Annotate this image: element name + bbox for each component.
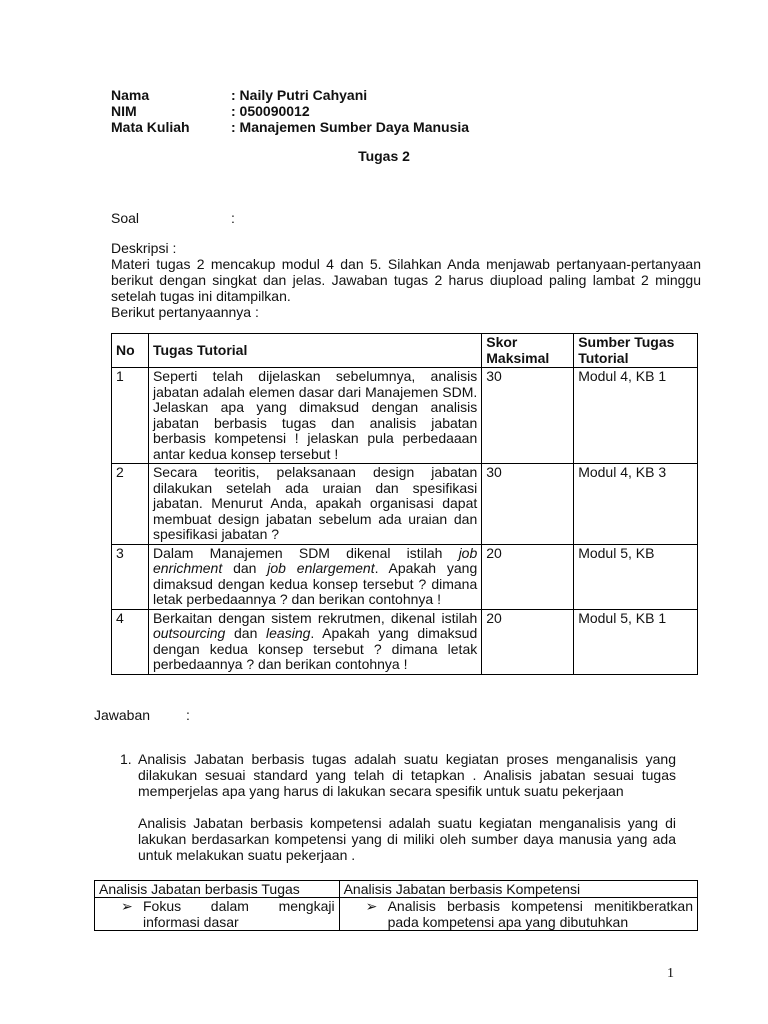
row-tugas-text: dan <box>225 625 267 641</box>
nim-label: NIM <box>111 103 137 119</box>
page-number: 1 <box>667 966 674 981</box>
header-skor: Skor Maksimal <box>482 334 574 368</box>
nim-row <box>111 103 469 119</box>
list-item <box>344 898 693 930</box>
soal-label: Soal <box>111 210 140 226</box>
row-no: 4 <box>112 609 149 674</box>
comparison-header-task: Analisis Jabatan berbasis Tugas <box>95 881 340 898</box>
term-leasing: leasing <box>266 625 311 641</box>
table-row <box>112 368 698 464</box>
comparison-header <box>95 881 698 898</box>
row-tugas-text: Berkaitan dengan sistem rekrutmen, dikenal istilah <box>152 609 478 626</box>
row-sumber: Modul 5, KB 1 <box>574 609 698 674</box>
jawaban-label: Jawaban <box>94 707 151 723</box>
nim-value: : 050090012 <box>231 103 310 119</box>
document-title: Tugas 2 <box>358 148 410 164</box>
comparison-cell-competency <box>339 898 697 931</box>
description-label: Deskripsi : <box>111 240 177 256</box>
arrow-bullet-icon: ➢ <box>121 898 133 914</box>
row-tugas-text: . Apakah yang dimaksud dengan kedua konsep tersebut ? dimana letak perbedaannya ? dan berikan contohnya ! <box>152 560 478 607</box>
table-row <box>112 544 698 609</box>
row-tugas: Secara teoritis, pelaksanaan design jabatan dilakukan setelah ada uraian dan spesifikasi jabatan. Menurut Anda, apakah organisasi dapat membuat design jabatan sebelum ada uraian dan spesifikasi jabatan ? <box>148 464 481 545</box>
soal-line <box>111 210 235 226</box>
row-tugas-text: Dalam Manajemen SDM dikenal istilah <box>152 544 459 561</box>
question-table-header <box>112 334 698 368</box>
row-tugas: Seperti telah dijelaskan sebelumnya, analisis jabatan adalah elemen dasar dari Manajemen SDM. Jelaskan apa yang dimaksud dengan analisis jabatan berbasis tugas dan analisis jabatan berbasis kompetensi ! jelaskan pula perbedaaan antar kedua konsep tersebut ! <box>148 368 481 464</box>
row-no: 1 <box>112 368 149 464</box>
answer-paragraph-task: Analisis Jabatan berbasis tugas adalah suatu kegiatan proses menganalisis yang dilakukan sesuai standard yang telah di tetapkan . Analisis jabatan sesuai tugas memperjelas apa yang harus di lakukan secara spesifik untuk suatu pekerjaan <box>138 751 676 799</box>
row-no: 2 <box>112 464 149 545</box>
soal-colon: : <box>231 210 235 226</box>
row-sumber: Modul 4, KB 3 <box>574 464 698 545</box>
row-skor: 20 <box>482 609 574 674</box>
list-item <box>99 898 335 930</box>
table-row <box>95 898 698 931</box>
answer-paragraph-competency: Analisis Jabatan berbasis kompetensi adalah suatu kegiatan menganalisis yang di lakukan berdasarkan kompetensi yang di miliki oleh sumber daya manusia yang ada untuk melakukan suatu pekerjaan . <box>138 815 676 863</box>
list-item-text: Analisis berbasis kompetensi menitikberatkan pada kompetensi apa yang dibutuhkan <box>387 898 693 930</box>
comparison-header-competency: Analisis Jabatan berbasis Kompetensi <box>339 881 697 898</box>
header-no: No <box>112 334 149 368</box>
row-no: 3 <box>112 544 149 609</box>
row-tugas-text: dan <box>222 560 268 576</box>
row-tugas <box>148 544 481 609</box>
row-skor: 30 <box>482 464 574 545</box>
name-label: Nama <box>111 87 150 103</box>
comparison-table <box>94 880 698 931</box>
row-sumber: Modul 4, KB 1 <box>574 368 698 464</box>
course-label: Mata Kuliah <box>111 119 190 135</box>
term-outsourcing: outsourcing <box>152 625 226 641</box>
header-tugas: Tugas Tutorial <box>148 334 481 368</box>
term-job-enrichment: job enrichment <box>152 544 478 576</box>
answer-number: 1. <box>120 751 132 767</box>
answer-body <box>138 751 676 863</box>
course-value: : Manajemen Sumber Daya Manusia <box>231 119 470 135</box>
question-table <box>111 333 698 675</box>
term-job-enlargement: job enlargement <box>267 560 375 576</box>
row-skor: 30 <box>482 368 574 464</box>
jawaban-line <box>94 707 190 723</box>
table-row <box>112 609 698 674</box>
student-info <box>111 87 469 135</box>
header-sumber: Sumber Tugas Tutorial <box>574 334 698 368</box>
list-item-text: Fokus dalam mengkaji informasi dasar <box>143 898 335 930</box>
name-row <box>111 87 469 103</box>
row-tugas <box>148 609 481 674</box>
table-row <box>112 464 698 545</box>
answer-1 <box>120 751 676 863</box>
jawaban-colon: : <box>186 707 190 723</box>
description-block <box>111 240 701 320</box>
course-row <box>111 119 469 135</box>
row-skor: 20 <box>482 544 574 609</box>
row-sumber: Modul 5, KB <box>574 544 698 609</box>
description-text: Materi tugas 2 mencakup modul 4 dan 5. Silahkan Anda menjawab pertanyaan-pertanyaan berikut dengan singkat dan jelas. Jawaban tugas 2 harus diupload paling lambat 2 minggu setelah tugas ini ditampilkan. <box>111 256 701 304</box>
name-value: : Naily Putri Cahyani <box>231 87 368 103</box>
arrow-bullet-icon: ➢ <box>365 898 378 914</box>
row-tugas-text: . Apakah yang dimaksud dengan kedua konsep tersebut ? dimana letak perbedaannya ? dan berikan contohnya ! <box>152 625 478 672</box>
comparison-cell-task <box>95 898 340 931</box>
description-followup: Berikut pertanyaannya : <box>111 304 259 320</box>
